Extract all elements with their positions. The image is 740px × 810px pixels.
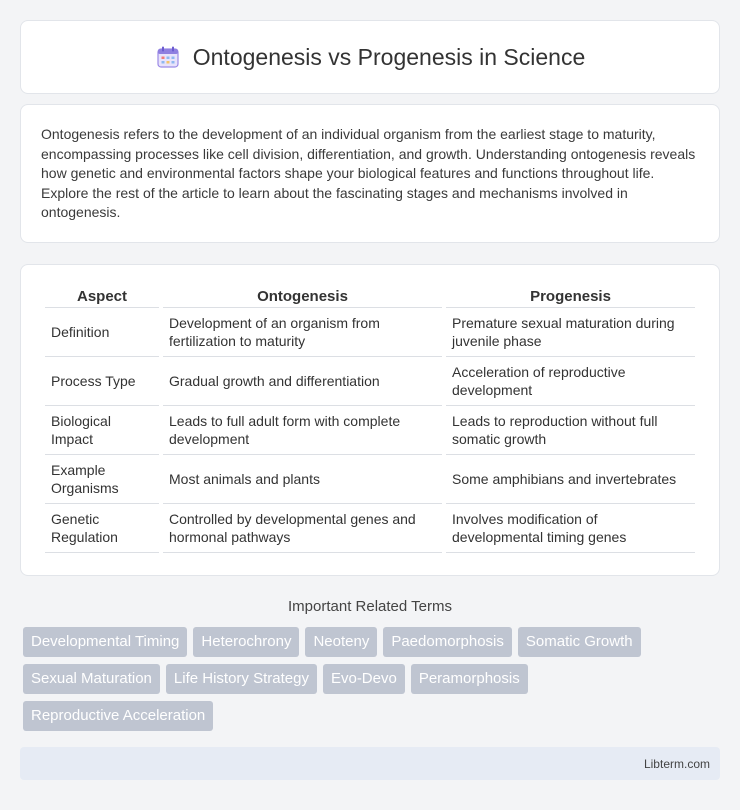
page-header xyxy=(20,20,720,94)
related-term-tag[interactable]: Evo-Devo xyxy=(323,664,405,694)
table-row xyxy=(45,455,695,504)
table-cell: Involves modification of developmental timing genes xyxy=(446,504,695,553)
related-term-tag[interactable]: Heterochrony xyxy=(193,627,299,657)
page-footer xyxy=(20,747,720,780)
comparison-card xyxy=(20,264,720,576)
column-header-ontogenesis: Ontogenesis xyxy=(163,285,442,308)
related-term-tag[interactable]: Reproductive Acceleration xyxy=(23,701,213,731)
column-header-aspect: Aspect xyxy=(45,285,159,308)
related-term-tag[interactable]: Life History Strategy xyxy=(166,664,317,694)
table-row xyxy=(45,504,695,553)
related-term-tag[interactable]: Sexual Maturation xyxy=(23,664,160,694)
table-cell: Genetic Regulation xyxy=(45,504,159,553)
related-term-tag[interactable]: Somatic Growth xyxy=(518,627,641,657)
intro-card xyxy=(20,104,720,243)
table-header-row xyxy=(45,285,695,308)
table-cell: Process Type xyxy=(45,357,159,406)
related-term-tag[interactable]: Neoteny xyxy=(305,627,377,657)
related-term-tag[interactable]: Paedomorphosis xyxy=(383,627,512,657)
table-cell: Example Organisms xyxy=(45,455,159,504)
table-cell: Gradual growth and differentiation xyxy=(163,357,442,406)
related-terms-list xyxy=(20,627,700,731)
column-header-progenesis: Progenesis xyxy=(446,285,695,308)
calendar-icon xyxy=(155,44,181,70)
table-cell: Leads to full adult form with complete development xyxy=(163,406,442,455)
table-cell: Most animals and plants xyxy=(163,455,442,504)
table-row xyxy=(45,308,695,357)
related-term-tag[interactable]: Peramorphosis xyxy=(411,664,528,694)
related-term-tag[interactable]: Developmental Timing xyxy=(23,627,187,657)
table-row xyxy=(45,357,695,406)
table-cell: Acceleration of reproductive development xyxy=(446,357,695,406)
table-cell: Some amphibians and invertebrates xyxy=(446,455,695,504)
table-row xyxy=(45,406,695,455)
page-title: Ontogenesis vs Progenesis in Science xyxy=(192,43,586,70)
table-cell: Controlled by developmental genes and hormonal pathways xyxy=(163,504,442,553)
footer-brand-link[interactable]: Libterm.com xyxy=(643,756,710,771)
table-cell: Development of an organism from fertilization to maturity xyxy=(163,308,442,357)
comparison-table xyxy=(41,285,699,553)
table-cell: Premature sexual maturation during juvenile phase xyxy=(446,308,695,357)
table-cell: Definition xyxy=(45,308,159,357)
table-cell: Leads to reproduction without full somatic growth xyxy=(446,406,695,455)
related-terms-title: Important Related Terms xyxy=(288,598,452,615)
intro-text: Ontogenesis refers to the development of an individual organism from the earliest stage to maturity, encompassing processes like cell division, differentiation, and growth. Understanding ontogenesis reveals how genetic and environmental factors shape your biological features and functions throughout life. Explore the rest of the article to learn about the fascinating stages and mechanisms involved in ontogenesis. xyxy=(41,126,696,220)
table-cell: Biological Impact xyxy=(45,406,159,455)
